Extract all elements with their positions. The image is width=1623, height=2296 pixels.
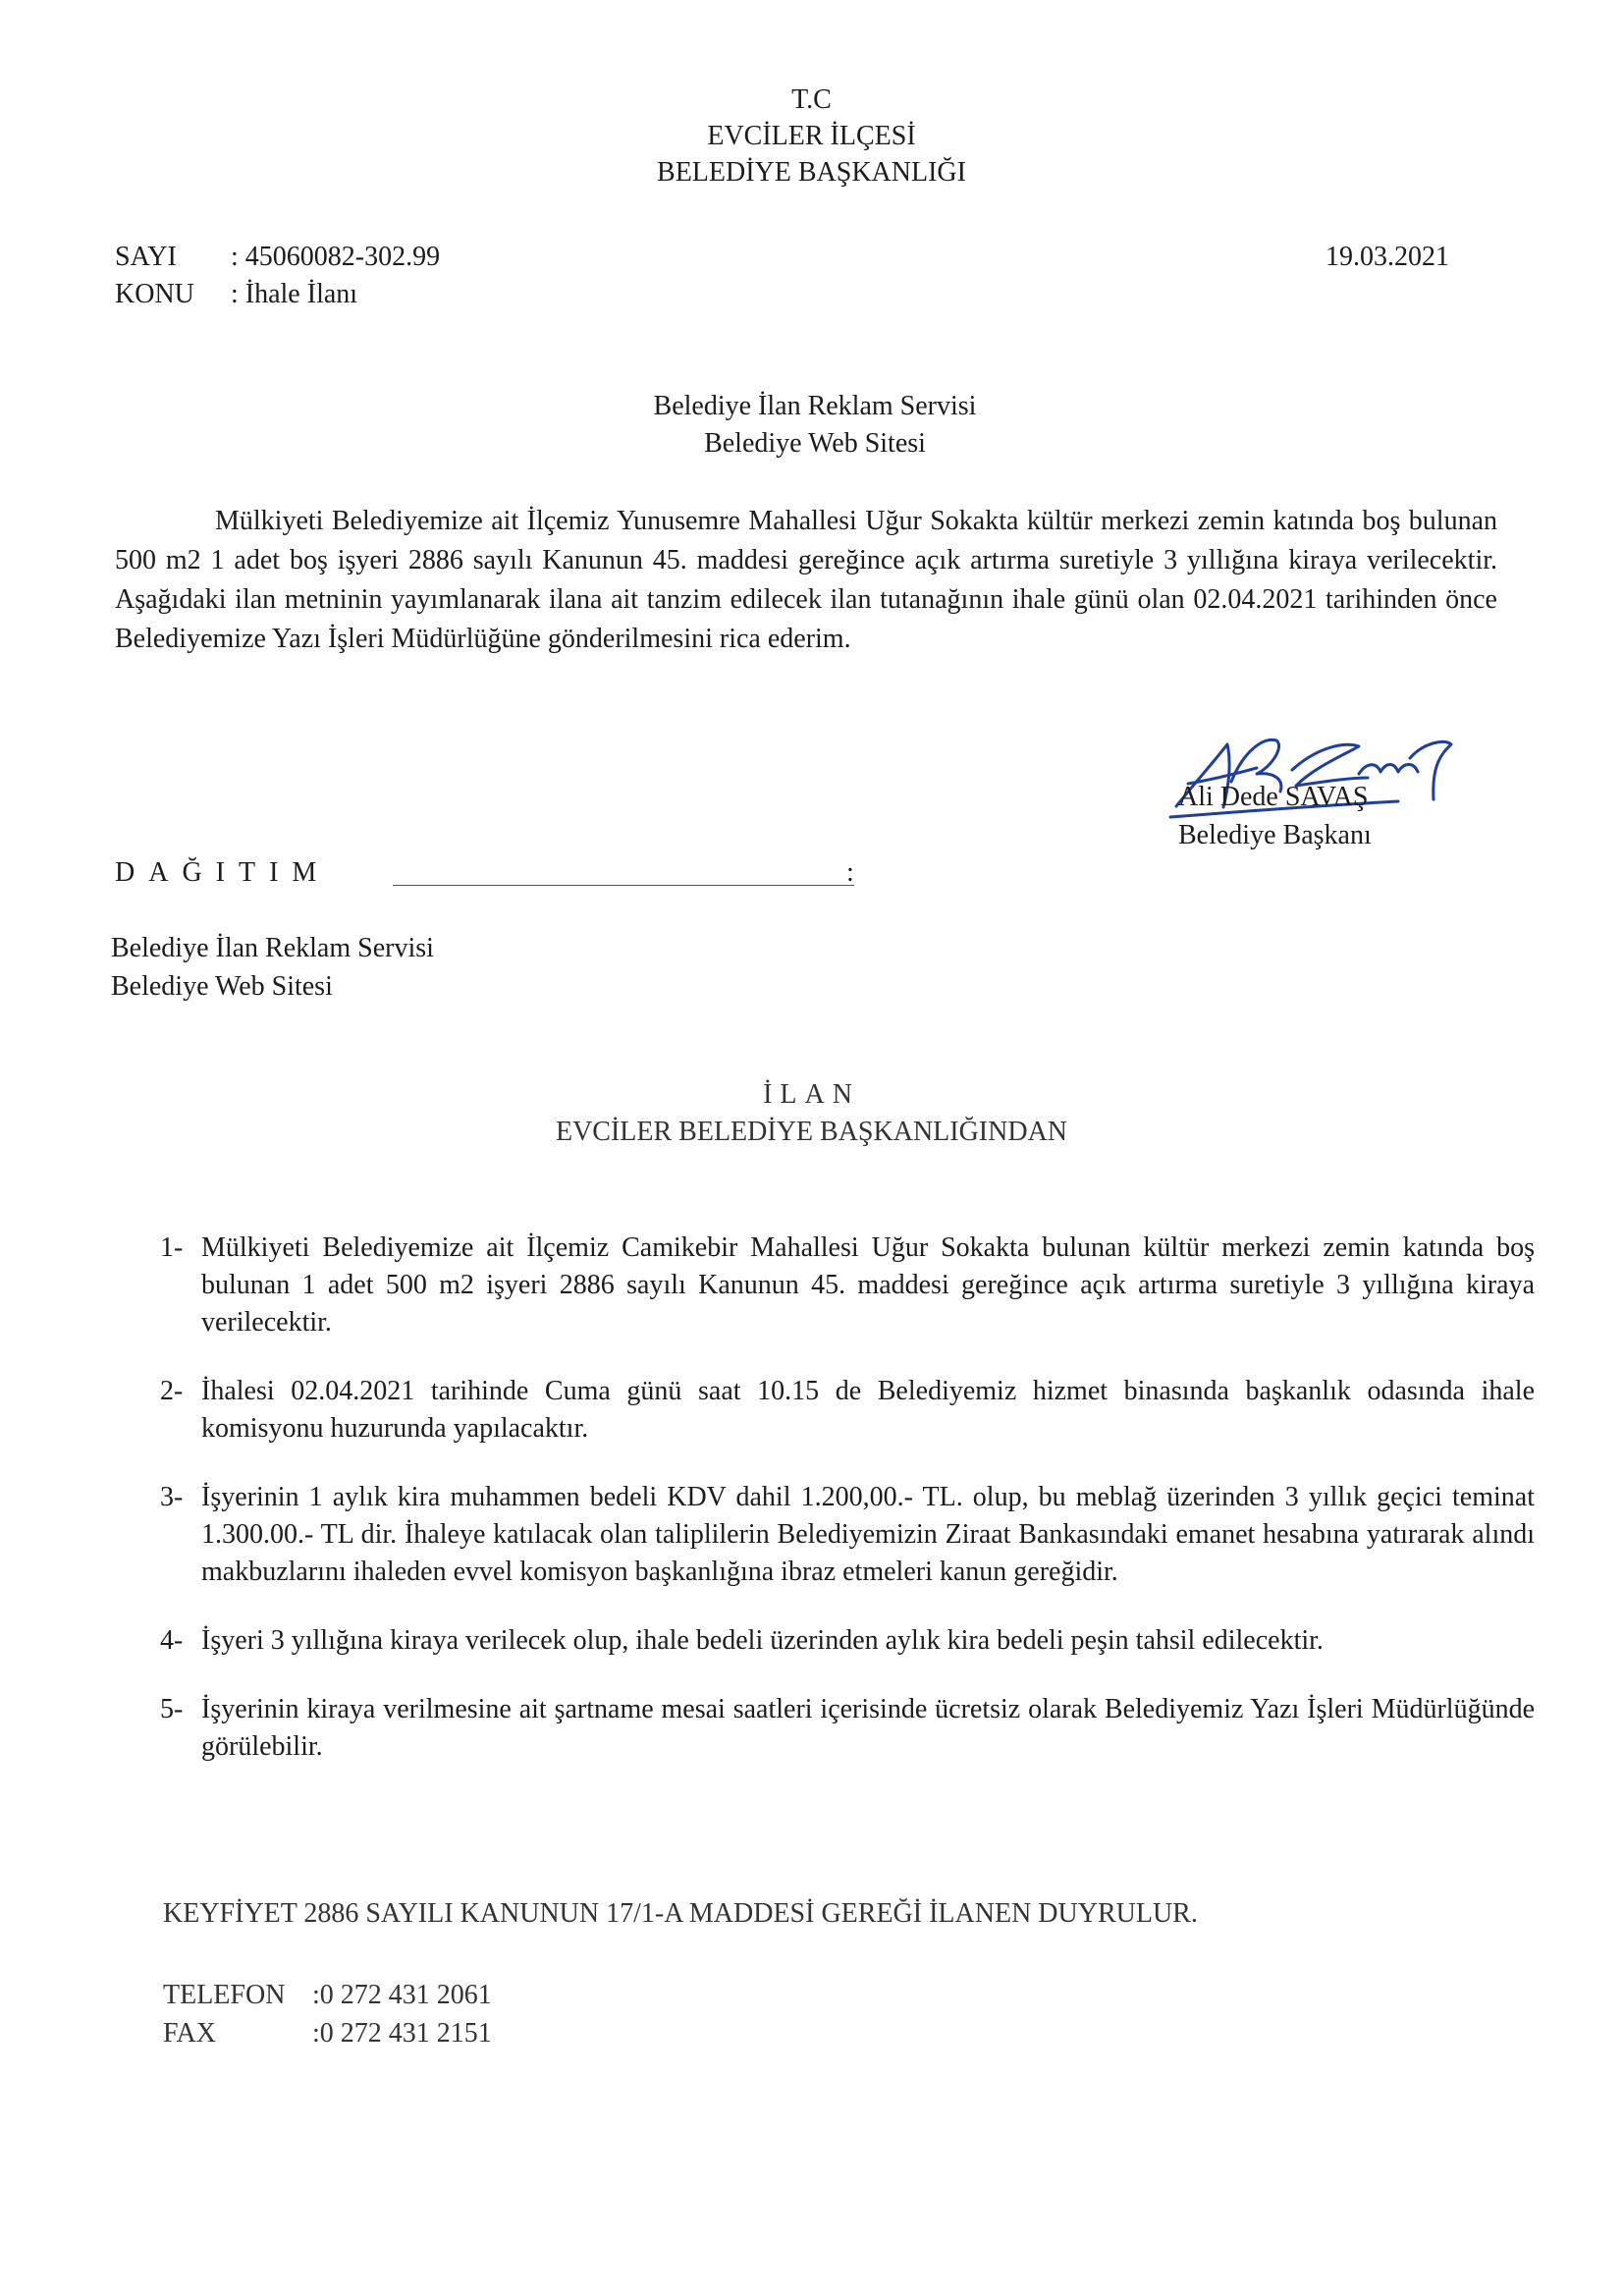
fax-value: :0 272 431 2151 <box>312 2018 492 2049</box>
phone-label: TELEFON <box>163 1980 286 2010</box>
meta-konu <box>115 275 357 314</box>
announcement-item <box>160 1691 1535 1766</box>
item-number: 2- <box>160 1376 184 1406</box>
announcement-items <box>160 1230 1535 1797</box>
signature-block <box>1178 778 1372 854</box>
item-text: İşyeri 3 yıllığına kiraya verilecek olup, ihale bedeli üzerinden aylık kira bedeli peşin tahsil edilecektir. <box>201 1625 1324 1656</box>
signatory-title: Belediye Başkanı <box>1178 820 1372 850</box>
item-number: 3- <box>160 1482 184 1512</box>
item-text: İhalesi 02.04.2021 tarihinde Cuma günü saat 10.15 de Belediyemiz hizmet binasında başkanlık odasında ihale komisyonu huzurunda yapılacaktır. <box>201 1376 1535 1444</box>
letterhead <box>0 82 1623 191</box>
item-number: 4- <box>160 1625 184 1656</box>
contact-block <box>163 1976 492 2052</box>
recipient-line-2: Belediye Web Sitesi <box>704 428 926 459</box>
konu-label: KONU <box>115 279 194 309</box>
item-number: 1- <box>160 1232 184 1263</box>
announcement-item <box>160 1622 1535 1660</box>
meta-sayi <box>115 238 440 277</box>
fax-row <box>163 2014 492 2052</box>
distribution-list <box>111 929 434 1006</box>
item-text: Mülkiyeti Belediyemize ait İlçemiz Camikebir Mahallesi Uğur Sokakta bulunan kültür merkezi zemin katında boş bulunan 1 adet 500 m2 işyeri 2886 sayılı Kanunun 45. maddesi gereğince açık artırma suretiyle 3 yıllığına kiraya verilecektir. <box>201 1232 1535 1338</box>
announcement-closing: KEYFİYET 2886 SAYILI KANUNUN 17/1-A MADDESİ GEREĞİ İLANEN DUYRULUR. <box>163 1898 1198 1929</box>
sayi-label: SAYI <box>115 242 177 272</box>
document-date: 19.03.2021 <box>1325 242 1449 272</box>
announcement-item <box>160 1373 1535 1448</box>
announcement-subtitle: EVCİLER BELEDİYE BAŞKANLIĞINDAN <box>555 1117 1068 1147</box>
announcement-title: İLAN <box>763 1079 860 1110</box>
item-number: 5- <box>160 1694 184 1724</box>
sayi-value: : 45060082-302.99 <box>231 242 441 272</box>
announcement-item <box>160 1230 1535 1341</box>
header-line-tc: T.C <box>791 84 832 115</box>
distribution-item-2: Belediye Web Sitesi <box>111 971 333 1002</box>
intro-paragraph <box>115 502 1497 659</box>
distribution-underline <box>393 885 854 886</box>
announcement-item <box>160 1479 1535 1591</box>
distribution-item-1: Belediye İlan Reklam Servisi <box>111 933 434 963</box>
distribution-heading: DAĞITIM <box>115 857 331 888</box>
phone-value: :0 272 431 2061 <box>312 1980 492 2010</box>
signatory-name: Ali Dede SAVAŞ <box>1178 782 1369 812</box>
konu-value: : İhale İlanı <box>231 279 358 309</box>
distribution-colon: : <box>846 857 854 888</box>
fax-label: FAX <box>163 2018 216 2049</box>
phone-row <box>163 1976 492 2014</box>
recipient-line-1: Belediye İlan Reklam Servisi <box>653 391 977 421</box>
announcement-heading <box>0 1076 1623 1151</box>
item-text: İşyerinin 1 aylık kira muhammen bedeli KDV dahil 1.200,00.- TL. olup, bu meblağ üzerinden 3 yıllık geçici teminat 1.300.00.- TL dir. İhaleye katılacak olan taliplilerin Belediyemizin Ziraat Bankasındaki emanet hesabına yatırarak alındı makbuzlarını ihaleden evvel komisyon başkanlığına ibraz etmeleri kanun gereğidir. <box>201 1482 1535 1587</box>
header-line-municipality: BELEDİYE BAŞKANLIĞI <box>657 157 966 188</box>
intro-text: Mülkiyeti Belediyemize ait İlçemiz Yunusemre Mahallesi Uğur Sokakta kültür merkezi zemin katında boş bulunan 500 m2 1 adet boş işyeri 2886 sayılı Kanunun 45. maddesi gereğince açık artırma suretiyle 3 yıllığına kiraya verilecektir. Aşağıdaki ilan metninin yayımlanarak ilana ait tanzim edilecek ilan tutanağının ihale günü olan 02.04.2021 tarihinden önce Belediyemize Yazı İşleri Müdürlüğüne gönderilmesini rica ederim. <box>115 506 1497 654</box>
header-line-district: EVCİLER İLÇESİ <box>707 121 916 151</box>
recipient-block <box>550 388 1080 463</box>
item-text: İşyerinin kiraya verilmesine ait şartname mesai saatleri içerisinde ücretsiz olarak Belediyemiz Yazı İşleri Müdürlüğünde görülebilir. <box>201 1694 1535 1762</box>
